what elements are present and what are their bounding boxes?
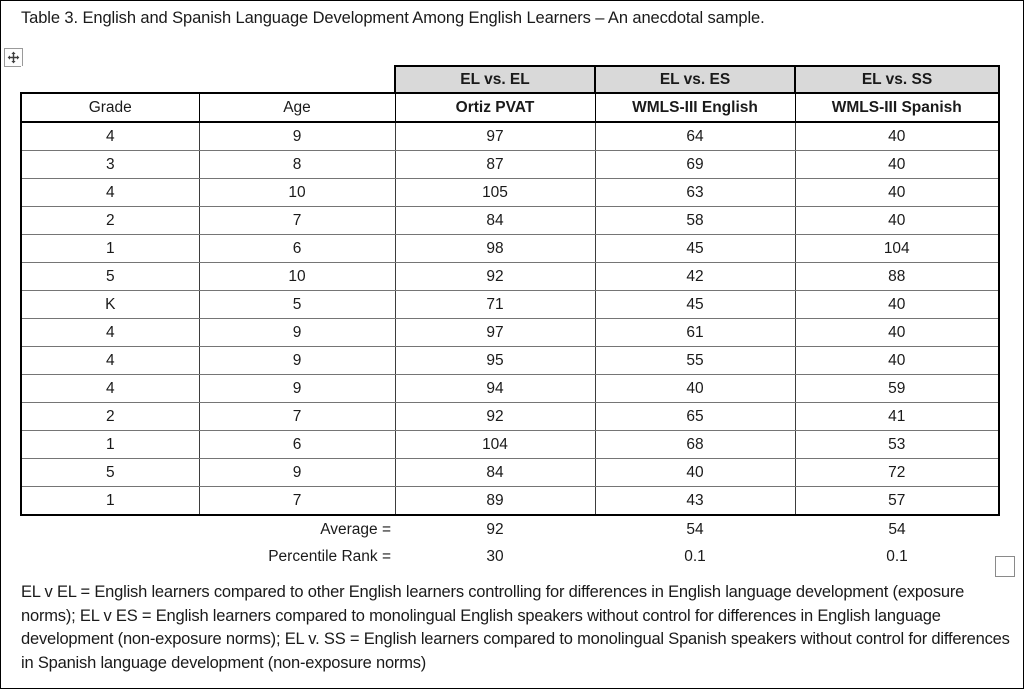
move-arrows-icon — [7, 51, 20, 64]
table-cell: 4 — [21, 375, 199, 403]
table-cell: 1 — [21, 235, 199, 263]
table-cell: 6 — [199, 431, 395, 459]
table-cell: 92 — [395, 403, 595, 431]
table-cell: 57 — [795, 487, 999, 516]
table-cell: 95 — [395, 347, 595, 375]
table-cell: 71 — [395, 291, 595, 319]
table-cell: 84 — [395, 459, 595, 487]
table-cell: 2 — [21, 207, 199, 235]
table-cell: 69 — [595, 151, 795, 179]
summary-row — [21, 543, 999, 570]
summary-spacer — [21, 515, 199, 543]
table-cell: 1 — [21, 431, 199, 459]
table-cell: 9 — [199, 459, 395, 487]
summary-value: 30 — [486, 547, 504, 565]
table-cell: 5 — [21, 459, 199, 487]
column-header-cell: Age — [199, 93, 395, 122]
table-cell: 4 — [21, 347, 199, 375]
table-cell: 92 — [395, 263, 595, 291]
group-header-cell: EL vs. ES — [595, 66, 795, 93]
table-cell: 41 — [795, 403, 999, 431]
table-cell: 9 — [199, 319, 395, 347]
table-row — [21, 347, 999, 375]
page-title: Table 3. English and Spanish Language Development Among English Learners – An anecdotal sample. — [21, 9, 765, 27]
data-table — [20, 65, 1000, 570]
summary-row — [21, 515, 999, 543]
table-cell: 4 — [21, 319, 199, 347]
table-row — [21, 122, 999, 151]
table-cell: 9 — [199, 122, 395, 151]
group-header-row — [21, 66, 999, 93]
summary-label: Percentile Rank = — [268, 547, 391, 565]
column-header-cell: Ortiz PVAT — [395, 93, 595, 122]
table-row — [21, 431, 999, 459]
table-row — [21, 319, 999, 347]
table-cell: 40 — [795, 347, 999, 375]
table-row — [21, 179, 999, 207]
table-row — [21, 151, 999, 179]
summary-value: 0.1 — [684, 547, 706, 565]
table-cell: 104 — [395, 431, 595, 459]
table-cell: 94 — [395, 375, 595, 403]
table-cell: 4 — [21, 122, 199, 151]
table-row — [21, 459, 999, 487]
table-cell: 40 — [795, 291, 999, 319]
table-cell: 9 — [199, 375, 395, 403]
table-cell: 5 — [21, 263, 199, 291]
table-cell: 1 — [21, 487, 199, 516]
table-cell: 45 — [595, 235, 795, 263]
table-cell: 61 — [595, 319, 795, 347]
table-cell: 68 — [595, 431, 795, 459]
table-resize-handle[interactable] — [995, 556, 1015, 577]
table-cell: 40 — [795, 122, 999, 151]
table-cell: 104 — [795, 235, 999, 263]
table-cell: 3 — [21, 151, 199, 179]
table-cell: 98 — [395, 235, 595, 263]
table-cell: 72 — [795, 459, 999, 487]
table-cell: 40 — [595, 375, 795, 403]
table-row — [21, 487, 999, 516]
table-cell: 45 — [595, 291, 795, 319]
column-header-cell: WMLS-III English — [595, 93, 795, 122]
table-cell: 10 — [199, 179, 395, 207]
table-cell: 8 — [199, 151, 395, 179]
table-cell: 87 — [395, 151, 595, 179]
group-header-cell: EL vs. EL — [395, 66, 595, 93]
table-cell: 97 — [395, 319, 595, 347]
table-cell: 55 — [595, 347, 795, 375]
table-cell: 42 — [595, 263, 795, 291]
table-cell: 63 — [595, 179, 795, 207]
table-cell: 4 — [21, 179, 199, 207]
column-header-cell: Grade — [21, 93, 199, 122]
table-cell: 59 — [795, 375, 999, 403]
table-row — [21, 263, 999, 291]
summary-label: Average = — [320, 520, 391, 538]
summary-value: 92 — [486, 520, 504, 538]
table-cell: 7 — [199, 403, 395, 431]
table-cell: 43 — [595, 487, 795, 516]
summary-spacer — [21, 543, 199, 570]
table-cell: 9 — [199, 347, 395, 375]
table-cell: 64 — [595, 122, 795, 151]
table-cell: 88 — [795, 263, 999, 291]
table-cell: K — [21, 291, 199, 319]
table-cell: 6 — [199, 235, 395, 263]
table-cell: 10 — [199, 263, 395, 291]
table-cell: 40 — [795, 179, 999, 207]
table-cell: 7 — [199, 487, 395, 516]
footnote: EL v EL = English learners compared to other English learners controlling for differences in English language development (exposure norms); EL v ES = English learners compared to monolingual English speakers without control for differences in English language development (non-exposure norms); EL v. SS = English learners compared to monolingual Spanish speakers without control for differences in Spanish language development (non-exposure norms) — [21, 583, 1010, 672]
table-row — [21, 207, 999, 235]
group-header-spacer — [21, 66, 395, 93]
table-row — [21, 291, 999, 319]
table-row — [21, 403, 999, 431]
group-header-cell: EL vs. SS — [795, 66, 999, 93]
summary-value: 0.1 — [886, 547, 908, 565]
summary-value: 54 — [686, 520, 704, 538]
column-header-cell: WMLS-III Spanish — [795, 93, 999, 122]
column-header-row — [21, 93, 999, 122]
table-cell: 5 — [199, 291, 395, 319]
table-cell: 58 — [595, 207, 795, 235]
table-cell: 40 — [795, 151, 999, 179]
table-cell: 40 — [795, 319, 999, 347]
table-body — [21, 66, 999, 570]
table-row — [21, 235, 999, 263]
table-row — [21, 375, 999, 403]
table-cell: 40 — [595, 459, 795, 487]
table-cell: 53 — [795, 431, 999, 459]
table-cell: 97 — [395, 122, 595, 151]
table-cell: 40 — [795, 207, 999, 235]
table-cell: 7 — [199, 207, 395, 235]
summary-value: 54 — [888, 520, 906, 538]
table-cell: 105 — [395, 179, 595, 207]
table-cell: 2 — [21, 403, 199, 431]
table-cell: 65 — [595, 403, 795, 431]
table-cell: 84 — [395, 207, 595, 235]
table-cell: 89 — [395, 487, 595, 516]
